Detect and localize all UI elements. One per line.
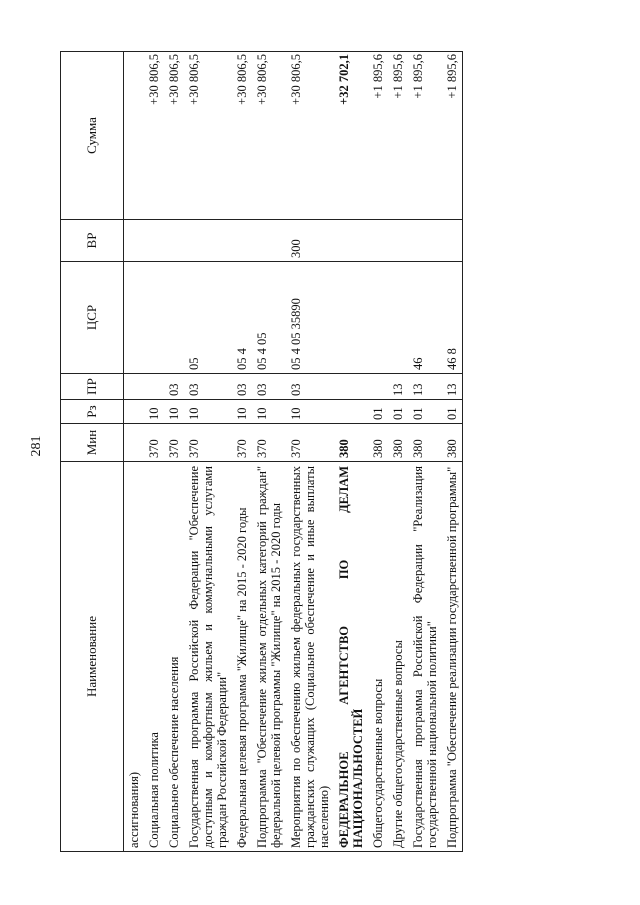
cell-name: Федеральная целевая программа "Жилище" на 2015 - 2020 годы <box>232 462 252 852</box>
cell-csr <box>368 262 388 374</box>
rotated-budget-table-wrapper <box>60 52 610 852</box>
cell-name: Социальное обеспечение населения <box>164 462 184 852</box>
cell-vr <box>442 220 463 262</box>
cell-vr <box>408 220 442 262</box>
cell-csr: 05 4 05 <box>252 262 286 374</box>
cell-vr <box>334 220 368 262</box>
cell-sum: +32 702,1 <box>334 52 368 220</box>
cell-vr <box>232 220 252 262</box>
cell-rz: 10 <box>232 400 252 424</box>
cell-rz: 01 <box>408 400 442 424</box>
cell-csr: 05 <box>184 262 232 374</box>
cell-csr <box>144 262 164 374</box>
cell-vr <box>144 220 164 262</box>
cell-rz: 01 <box>368 400 388 424</box>
cell-csr <box>164 262 184 374</box>
table-row <box>184 52 232 852</box>
table-row <box>232 52 252 852</box>
table-row <box>442 52 463 852</box>
cell-min: 370 <box>184 424 232 462</box>
table-row <box>408 52 442 852</box>
cell-sum: +1 895,6 <box>388 52 408 220</box>
cell-rz <box>334 400 368 424</box>
cell-csr: 05 4 05 35890 <box>286 262 334 374</box>
header-min: Мин <box>61 424 124 462</box>
cell-pr: 03 <box>252 374 286 400</box>
cell-min: 380 <box>368 424 388 462</box>
cell-min: 380 <box>334 424 368 462</box>
cell-name: Подпрограмма "Обеспечение реализации государственной программы" <box>442 462 463 852</box>
cell-name: ФЕДЕРАЛЬНОЕ АГЕНТСТВО ПО ДЕЛАМ НАЦИОНАЛЬНОСТЕЙ <box>334 462 368 852</box>
cell-sum: +30 806,5 <box>164 52 184 220</box>
cell-min <box>124 424 145 462</box>
page-number: 281 <box>29 435 44 457</box>
table-row <box>144 52 164 852</box>
header-csr: ЦСР <box>61 262 124 374</box>
cell-name: Другие общегосударственные вопросы <box>388 462 408 852</box>
cell-min: 370 <box>286 424 334 462</box>
cell-pr: 03 <box>286 374 334 400</box>
cell-vr: 300 <box>286 220 334 262</box>
cell-sum: +1 895,6 <box>442 52 463 220</box>
table-row <box>388 52 408 852</box>
cell-pr: 13 <box>408 374 442 400</box>
table-row <box>252 52 286 852</box>
cell-sum: +1 895,6 <box>408 52 442 220</box>
cell-name: Социальная политика <box>144 462 164 852</box>
header-pr: ПР <box>61 374 124 400</box>
cell-rz: 10 <box>252 400 286 424</box>
cell-min: 370 <box>164 424 184 462</box>
cell-rz: 01 <box>442 400 463 424</box>
cell-pr: 03 <box>184 374 232 400</box>
cell-rz: 01 <box>388 400 408 424</box>
cell-csr: 05 4 <box>232 262 252 374</box>
cell-pr <box>144 374 164 400</box>
table-row <box>368 52 388 852</box>
header-rz: Рз <box>61 400 124 424</box>
cell-min: 380 <box>388 424 408 462</box>
cell-pr <box>124 374 145 400</box>
cell-sum: +30 806,5 <box>232 52 252 220</box>
cell-pr <box>334 374 368 400</box>
cell-rz: 10 <box>144 400 164 424</box>
cell-rz: 10 <box>184 400 232 424</box>
cell-vr <box>368 220 388 262</box>
cell-sum: +1 895,6 <box>368 52 388 220</box>
cell-csr <box>388 262 408 374</box>
cell-name: Государственная программа Российской Федерации "Обеспечение доступным и комфортным жильем и коммунальными услугами граждан Российской Федерации" <box>184 462 232 852</box>
cell-rz: 10 <box>286 400 334 424</box>
cell-sum: +30 806,5 <box>252 52 286 220</box>
cell-rz: 10 <box>164 400 184 424</box>
cell-sum <box>124 52 145 220</box>
cell-name: ассигнования) <box>124 462 145 852</box>
cell-sum: +30 806,5 <box>184 52 232 220</box>
table-row <box>124 52 145 852</box>
cell-vr <box>184 220 232 262</box>
cell-min: 380 <box>408 424 442 462</box>
cell-name: Подпрограмма "Обеспечение жильем отдельных категорий граждан" федеральной целевой программы "Жилище" на 2015 - 2020 годы <box>252 462 286 852</box>
header-vr: ВР <box>61 220 124 262</box>
cell-name: Государственная программа Российской Федерации "Реализация государственной национальной политики" <box>408 462 442 852</box>
cell-pr: 13 <box>442 374 463 400</box>
header-name: Наименование <box>61 462 124 852</box>
cell-csr: 46 <box>408 262 442 374</box>
cell-pr: 03 <box>164 374 184 400</box>
cell-name: Мероприятия по обеспечению жильем федеральных государственных гражданских служащих (Социальное обеспечение и иные выплаты населению) <box>286 462 334 852</box>
cell-min: 370 <box>144 424 164 462</box>
cell-pr: 03 <box>232 374 252 400</box>
cell-min: 380 <box>442 424 463 462</box>
cell-vr <box>124 220 145 262</box>
cell-pr: 13 <box>388 374 408 400</box>
cell-vr <box>252 220 286 262</box>
cell-min: 370 <box>252 424 286 462</box>
budget-table <box>60 51 463 852</box>
table-row <box>164 52 184 852</box>
cell-sum: +30 806,5 <box>144 52 164 220</box>
cell-vr <box>388 220 408 262</box>
cell-rz <box>124 400 145 424</box>
table-row <box>334 52 368 852</box>
cell-csr: 46 8 <box>442 262 463 374</box>
cell-name: Общегосударственные вопросы <box>368 462 388 852</box>
table-header-row <box>61 52 124 852</box>
cell-vr <box>164 220 184 262</box>
header-sum: Сумма <box>61 52 124 220</box>
table-row <box>286 52 334 852</box>
cell-min: 370 <box>232 424 252 462</box>
cell-csr <box>124 262 145 374</box>
cell-sum: +30 806,5 <box>286 52 334 220</box>
cell-pr <box>368 374 388 400</box>
cell-csr <box>334 262 368 374</box>
